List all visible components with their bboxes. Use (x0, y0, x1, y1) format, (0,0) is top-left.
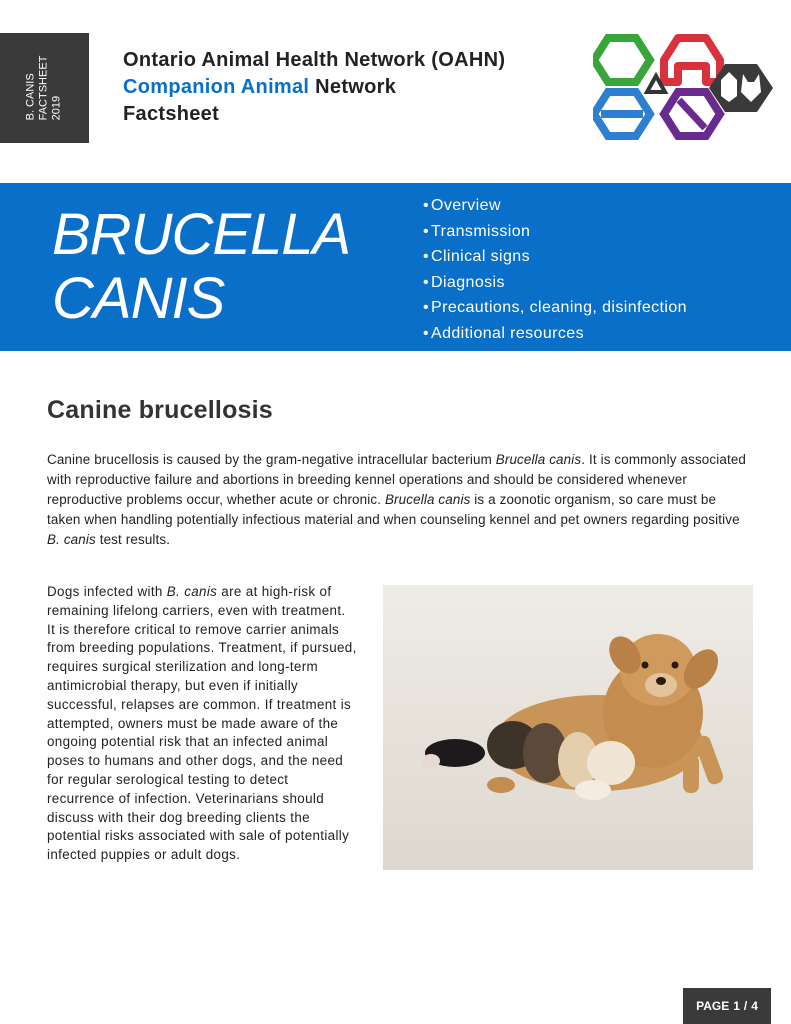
oahn-logo (593, 30, 773, 148)
page-separator: / (743, 999, 748, 1013)
topic-item: • Diagnosis (423, 270, 687, 296)
italic-run: Brucella canis (495, 452, 582, 467)
topic-item: • Clinical signs (423, 244, 687, 270)
banner-title (52, 203, 350, 331)
italic-run: B. canis (47, 532, 96, 547)
side-tag-line1: B. CANIS (24, 73, 37, 121)
header-network (123, 74, 505, 101)
section-title: Canine brucellosis (47, 396, 273, 424)
italic-run: B. canis (166, 584, 218, 599)
puppy-cream-paws (575, 780, 611, 800)
banner-title-line1: BRUCELLA (52, 202, 351, 267)
mother-dog-eye (672, 662, 679, 669)
text-run: Canine brucellosis is caused by the gram-negative intracellular bacterium (47, 452, 496, 467)
header-organization: Ontario Animal Health Network (OAHN) (123, 49, 506, 71)
italic-run: Brucella canis (384, 492, 471, 507)
logo-hexagon-green (594, 38, 650, 82)
text-run: are at high-risk of remaining lifelong carriers, even with treatment. It is therefore critical to remove carrier animals from breeding populations. Treatment, if pursued, requires surgical sterilization and long-term antimicrobial therapy, but even if initially successful, relapses are common. If treatment is attempted, owners must be made aware of the ongoing potential risk that an infected animal poses to humans and other dogs, and the need for regular serological testing to detect recurrence of infection. Veterinarians should discuss with their dog breeding clients the potential risks associated with sale of potentially infected puppies or adult dogs. (47, 584, 357, 863)
puppy-cream (587, 741, 635, 785)
treatment-paragraph (47, 583, 357, 865)
header-network-rest: Network (309, 76, 397, 98)
side-tag-line2: FACTSHEET (37, 55, 50, 121)
mother-dog-eye (642, 662, 649, 669)
mother-dog-nose (656, 677, 666, 685)
factsheet-side-tag (0, 33, 89, 143)
topic-item: • Overview (423, 193, 687, 219)
dog-with-puppies-photo (383, 585, 753, 870)
banner-title-line2: CANIS (52, 266, 225, 331)
intro-paragraph (47, 450, 747, 550)
topics-list (423, 193, 687, 346)
text-run: Dogs infected with (47, 584, 167, 599)
topic-item: • Additional resources (423, 321, 687, 347)
side-tag-line3: 2019 (50, 95, 63, 121)
logo-letter-a-red (664, 38, 720, 82)
mother-dog-front-leg (683, 755, 699, 793)
page-current: 1 (733, 999, 740, 1013)
topic-item: • Transmission (423, 219, 687, 245)
topic-item: • Precautions, cleaning, disinfection (423, 295, 687, 321)
text-run: is a zoonotic organism, so care must be taken when handling potentially infectious material and when counseling kennel and pet owners regarding positive (47, 492, 740, 527)
mother-dog-hind-paw (487, 777, 515, 793)
header-network-highlight: Companion Animal (123, 76, 310, 98)
header-doc-type: Factsheet (123, 103, 220, 125)
text-run: test results. (95, 532, 171, 547)
page-number-badge (683, 988, 771, 1024)
page-total: 4 (751, 999, 758, 1013)
page-label: PAGE (696, 999, 730, 1013)
title-banner (0, 183, 791, 351)
document-header (123, 47, 505, 128)
text-run: . It is commonly associated with reproductive failure and abortions in breeding kennel operations and should be considered whenever reproductive problems occur, whether acute or chronic. (47, 452, 747, 507)
puppy-black-muzzle (422, 754, 440, 768)
